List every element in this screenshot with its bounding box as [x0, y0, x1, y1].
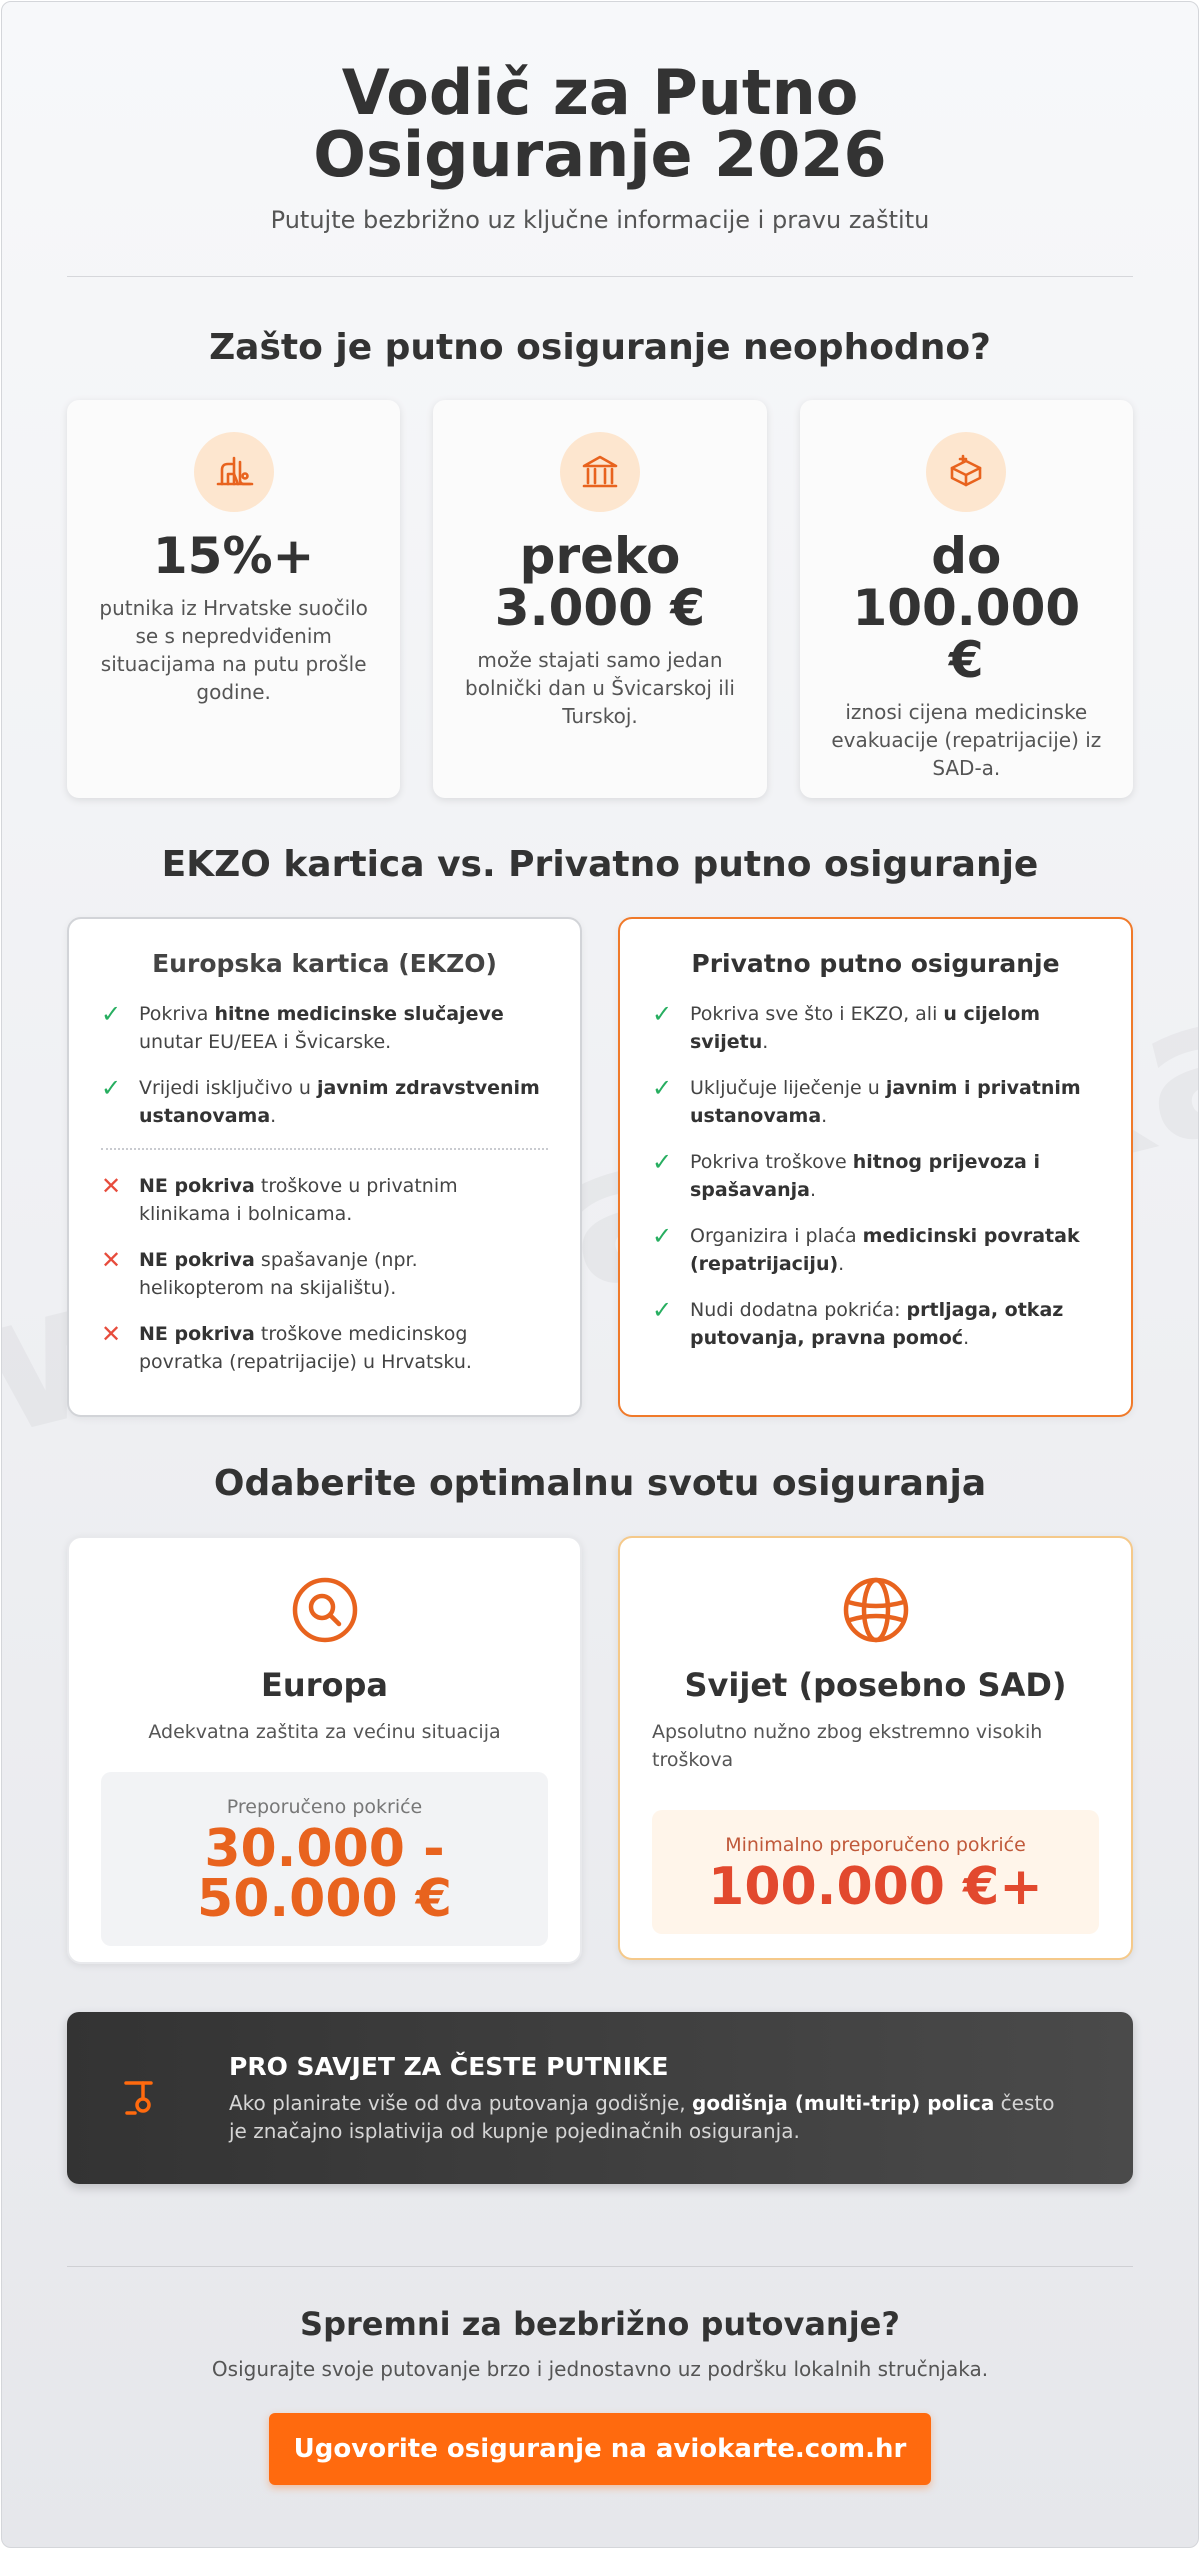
recommended-value: 30.000 - 50.000 € [197, 1819, 452, 1929]
private-insurance-card [618, 917, 1133, 1417]
cross-icon: ✕ [101, 1172, 122, 1200]
item-text: Uključuje liječenje u javnim i privatnim ustanovama. [690, 1077, 1081, 1127]
check-icon: ✓ [652, 1222, 673, 1250]
hospital-building-icon [560, 432, 640, 512]
item-text: NE pokriva troškove medicinskog povratka (repatrijacije) u Hrvatsku. [139, 1323, 472, 1373]
recommended-box [652, 1810, 1099, 1934]
stat-card [67, 400, 400, 798]
plan-subtitle: Apsolutno nužno zbog ekstremno visokih troškova [652, 1721, 1043, 1771]
stat-text: može stajati samo jedan bolnički dan u Švicarskoj ili Turskoj. [465, 648, 735, 728]
dotted-divider [101, 1148, 548, 1150]
pro-tip-text: Ako planirate više od dva putovanja godišnje, godišnja (multi-trip) polica često je značajno isplativija od kupnje pojedinačnih osiguranja. [229, 2090, 1055, 2143]
plans-heading: Odaberite optimalnu svotu osiguranja [213, 1463, 987, 1504]
cta-text: Osigurajte svoje putovanje brzo i jednostavno uz podršku lokalnih stručnjaka. [211, 2357, 989, 2381]
stat-text: putnika iz Hrvatske suočilo se s nepredviđenim situacijama na putu prošle godine. [99, 596, 368, 704]
medical-box-icon [926, 432, 1006, 512]
divider [67, 276, 1133, 277]
compare-heading: EKZO kartica vs. Privatno putno osiguranje [161, 844, 1039, 885]
ekzo-title: Europska kartica (EKZO) [152, 949, 497, 978]
why-heading: Zašto je putno osiguranje neophodno? [209, 327, 991, 368]
stat-value: 15%+ [152, 527, 315, 585]
item-text: Pokriva sve što i EKZO, ali u cijelom svijetu. [690, 1003, 1041, 1053]
list-item [652, 1222, 1099, 1278]
list-item [101, 1246, 548, 1302]
recommended-box [101, 1772, 548, 1946]
check-icon: ✓ [101, 1074, 122, 1102]
item-text: Vrijedi isključivo u javnim zdravstvenim ustanovama. [139, 1077, 540, 1127]
check-icon: ✓ [652, 1074, 673, 1102]
list-item [652, 1296, 1099, 1352]
check-icon: ✓ [652, 1148, 673, 1176]
stat-card [800, 400, 1133, 798]
cta-button[interactable]: Ugovorite osiguranje na aviokarte.com.hr [269, 2413, 931, 2485]
item-text: NE pokriva troškove u privatnim klinikama i bolnicama. [139, 1175, 458, 1225]
plan-card-world [618, 1536, 1133, 1960]
page-subtitle: Putujte bezbrižno uz ključne informacije i pravu zaštitu [270, 206, 930, 234]
globe-icon [652, 1576, 1099, 1648]
cross-icon: ✕ [101, 1246, 122, 1274]
list-item [652, 1000, 1099, 1056]
stat-card [433, 400, 766, 798]
item-text: Pokriva troškove hitnog prijevoza i spašavanja. [690, 1151, 1040, 1201]
cta-section [67, 2267, 1133, 2485]
private-title: Privatno putno osiguranje [691, 949, 1060, 978]
item-text: Nudi dodatna pokrića: prtljaga, otkaz putovanja, pravna pomoć. [690, 1299, 1064, 1349]
list-item [101, 1074, 548, 1130]
page-title: Vodič za Putno Osiguranje 2026 [313, 56, 887, 191]
cta-title: Spremni za bezbrižno putovanje? [300, 2305, 900, 2343]
list-item [652, 1074, 1099, 1130]
plan-title: Svijet (posebno SAD) [684, 1666, 1067, 1704]
pro-tip-title: PRO SAVJET ZA ČESTE PUTNIKE [229, 2051, 669, 2081]
recommended-label: Preporučeno pokriće [226, 1796, 423, 1818]
item-text: Pokriva hitne medicinske slučajeve unutar EU/EEA i Švicarske. [139, 1003, 504, 1053]
check-icon: ✓ [101, 1000, 122, 1028]
item-text: NE pokriva spašavanje (npr. helikopterom na skijalištu). [139, 1249, 418, 1299]
recommended-value: 100.000 €+ [708, 1857, 1043, 1917]
plans-row [67, 1536, 1133, 1964]
search-icon [101, 1576, 548, 1648]
recommended-label: Minimalno preporučeno pokriće [725, 1834, 1026, 1856]
list-item [101, 1000, 548, 1056]
crutch-person-icon [194, 432, 274, 512]
pro-tip-content [229, 2052, 1073, 2145]
list-item [101, 1320, 548, 1376]
compare-row [67, 917, 1133, 1417]
list-item [101, 1172, 548, 1228]
stat-text: iznosi cijena medicinske evakuacije (repatrijacije) iz SAD-a. [831, 700, 1102, 780]
ekzo-card [67, 917, 582, 1417]
list-item [652, 1148, 1099, 1204]
check-icon: ✓ [652, 1000, 673, 1028]
hero [67, 2, 1133, 234]
cross-icon: ✕ [101, 1320, 122, 1348]
pro-tip-banner [67, 2012, 1133, 2184]
stat-value: do 100.000 € [852, 527, 1081, 689]
item-text: Organizira i plaća medicinski povratak (repatrijaciju). [690, 1225, 1080, 1275]
bookmark-hook-icon [111, 2069, 169, 2127]
plan-subtitle: Adekvatna zaštita za većinu situacija [148, 1721, 501, 1743]
plan-title: Europa [261, 1666, 388, 1704]
page-frame [1, 1, 1199, 2548]
stat-value: preko 3.000 € [494, 527, 706, 637]
stats-row [67, 400, 1133, 798]
check-icon: ✓ [652, 1296, 673, 1324]
plan-card-europe [67, 1536, 582, 1964]
